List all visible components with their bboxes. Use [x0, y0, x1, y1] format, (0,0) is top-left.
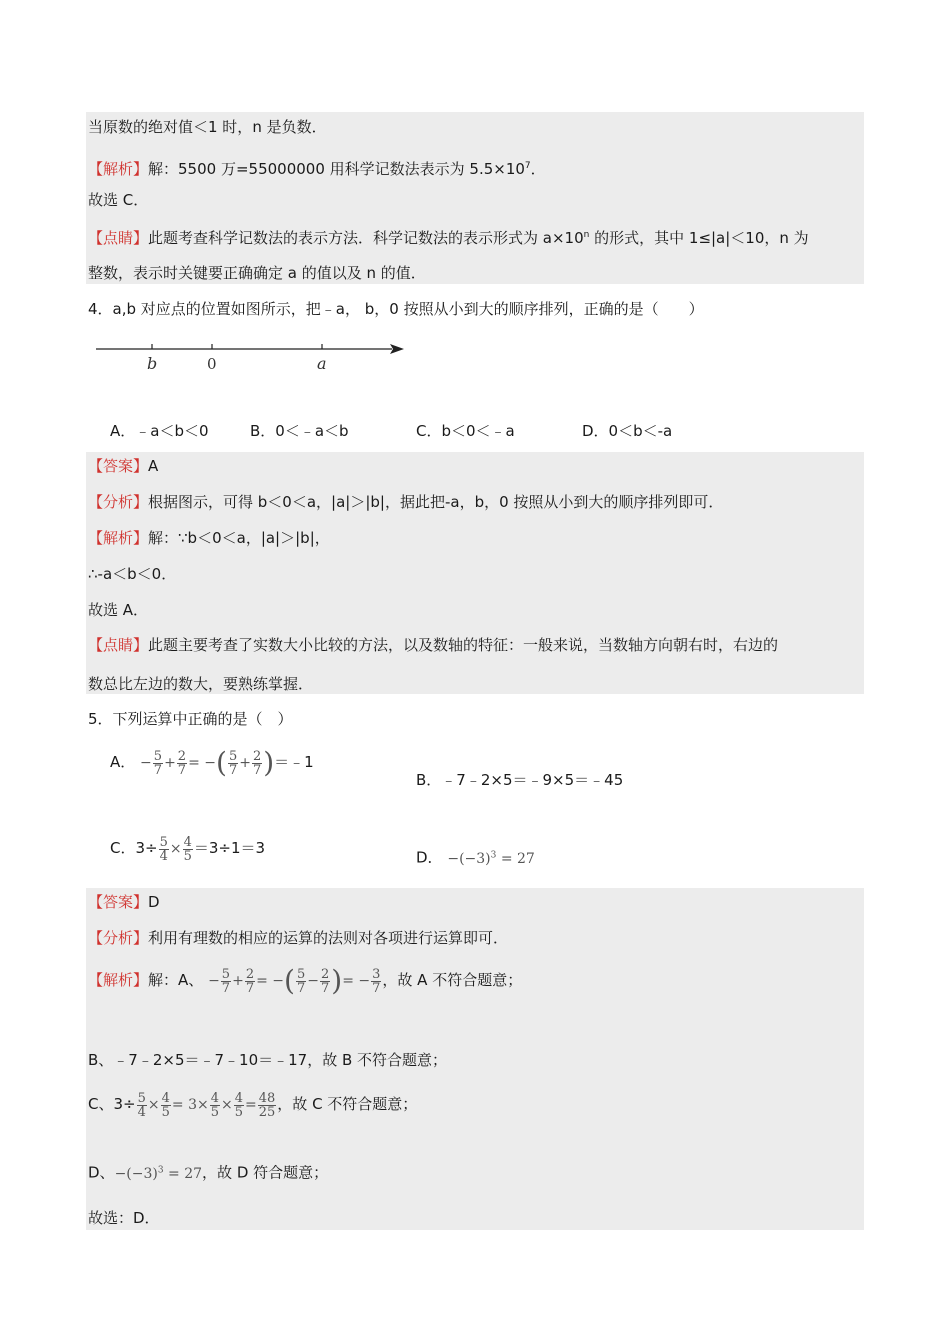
q4-option-a[interactable]: A．﹣a＜b＜0 — [110, 422, 209, 440]
q5-jiexi-c-formula: $\frac{5}{4}$ × $\frac{4}{5}$ = 3× $\frac{4}{5}$ × $\frac{4}{5}$ = $\frac{48}{25}$ — [137, 1090, 276, 1120]
q4-guxuan: 故选 A． — [88, 601, 149, 619]
jiexi-tag: 【解析】 — [88, 529, 149, 547]
label-a: a — [317, 354, 327, 373]
q5-stem: 5．下列运算中正确的是（ ） — [88, 710, 293, 728]
number-line-arrow — [390, 344, 404, 354]
q5-jiexi-c-prefix: C、3÷ — [88, 1095, 136, 1113]
answer-tag: 【答案】 — [88, 457, 149, 475]
q4-fenxi — [88, 491, 723, 513]
q4-jiexi — [88, 527, 330, 549]
q5-option-a-label: A． — [110, 753, 136, 771]
q5-fenxi — [88, 927, 508, 949]
q3-jiexi-exp: 7 — [524, 161, 531, 171]
q3-dianjing-line2: 整数，表示时关键要正确确定 a 的值以及 n 的值． — [88, 264, 426, 282]
dianjing-tag: 【点睛】 — [88, 229, 149, 247]
q4-option-d[interactable]: D．0＜b＜-a — [582, 422, 673, 440]
fenxi-tag: 【分析】 — [88, 493, 149, 511]
q5-option-d-label: D． — [416, 848, 443, 867]
q4-dianjing — [88, 634, 778, 656]
q5-jiexi-d-prefix: D、 — [88, 1163, 115, 1182]
q4-answer-value: A — [148, 457, 159, 475]
q5-option-c-label: C．3÷ — [110, 839, 158, 857]
q5-option-b[interactable]: B．﹣7﹣2×5＝﹣9×5＝﹣45 — [416, 771, 624, 789]
q5-jiexi-a-prefix: 解：A、 — [148, 971, 204, 989]
q4-dianjing1: 此题主要考查了实数大小比较的方法，以及数轴的特征：一般来说，当数轴方向朝右时，右边的 — [148, 636, 779, 654]
q5-option-a-formula: − $\frac{5}{7}$ + $\frac{2}{7}$ = −( $\frac{5}{7}$ + $\frac{2}{7}$ ) — [140, 746, 275, 779]
q3-jiexi-end: ． — [530, 160, 546, 178]
q4-dianjing2: 数总比左边的数大，要熟练掌握． — [88, 675, 314, 693]
q4-option-c[interactable]: C．b＜0＜﹣a — [416, 422, 515, 440]
q5-jiexi-d — [88, 1159, 328, 1185]
q3-jiexi — [88, 155, 546, 180]
q4-fenxi-text: 根据图示，可得 b＜0＜a，|a|＞|b|，据此把-a，b，0 按照从小到大的顺序排列即可． — [148, 493, 724, 511]
q5-jiexi-c-suffix: ，故 C 不符合题意； — [277, 1095, 418, 1113]
q4-jiexi1: 解：∵b＜0＜a，|a|＞|b|， — [148, 529, 330, 547]
answer-tag: 【答案】 — [88, 893, 149, 911]
q3-dianjing-a: 此题考查科学记数法的表示方法．科学记数法的表示形式为 a×10 — [148, 229, 584, 247]
label-b: b — [147, 354, 158, 373]
q5-option-a[interactable] — [110, 744, 314, 781]
q5-option-c-formula: $\frac{5}{4}$ × $\frac{4}{5}$ — [159, 834, 192, 864]
label-0: 0 — [207, 355, 217, 373]
q4-stem: 4．a,b 对应点的位置如图所示，把﹣a， b，0 按照从小到大的顺序排列，正确的是（ ） — [88, 300, 704, 318]
number-line-figure — [94, 336, 410, 376]
q3-line1: 当原数的绝对值＜1 时，n 是负数． — [88, 118, 327, 136]
q5-jiexi-c — [88, 1084, 417, 1125]
q5-option-c-tail: ＝3÷1＝3 — [193, 839, 266, 857]
q5-fenxi-text: 利用有理数的相应的运算的法则对各项进行运算即可． — [148, 929, 509, 947]
jiexi-tag: 【解析】 — [88, 160, 149, 178]
q4-solution-block — [86, 452, 864, 694]
q5-jiexi-a — [88, 960, 522, 1001]
q5-jiexi-d-formula: $-(-3)^3 = 27$ — [114, 1165, 203, 1182]
q5-guxuan: 故选：D． — [88, 1209, 160, 1227]
q5-answer-value: D — [148, 893, 160, 911]
q5-jiexi-a-formula: − $\frac{5}{7}$ + $\frac{2}{7}$ = −( $\frac{5}{7}$ − $\frac{2}{7}$ )= − $\frac{3}{7}$ — [208, 964, 381, 997]
q5-option-c[interactable] — [110, 830, 265, 867]
q5-option-d[interactable] — [416, 844, 535, 870]
q5-answer — [88, 891, 160, 913]
q5-option-a-tail: ＝﹣1 — [274, 753, 314, 771]
q3-guxuan: 故选 C． — [88, 191, 149, 209]
q5-jiexi-d-suffix: ，故 D 符合题意； — [202, 1163, 329, 1182]
q5-jiexi-b: B、﹣7﹣2×5＝﹣7﹣10＝﹣17，故 B 不符合题意； — [88, 1051, 448, 1069]
q3-dianjing-exp: n — [583, 230, 590, 240]
dianjing-tag: 【点睛】 — [88, 636, 149, 654]
fenxi-tag: 【分析】 — [88, 929, 149, 947]
q5-option-d-formula: $-(-3)^3 = 27$ — [447, 850, 535, 867]
q4-option-b[interactable]: B．0＜﹣a＜b — [250, 422, 349, 440]
q4-jiexi2: ∴-a＜b＜0． — [88, 565, 177, 583]
q4-answer — [88, 455, 158, 477]
q3-jiexi-text: 解：5500 万=55000000 用科学记数法表示为 5.5×10 — [148, 160, 525, 178]
q3-dianjing — [88, 224, 809, 249]
q3-dianjing-b: 的形式，其中 1≤|a|＜10，n 为 — [589, 229, 809, 247]
jiexi-tag: 【解析】 — [88, 971, 149, 989]
q5-jiexi-a-suffix: ，故 A 不符合题意； — [382, 971, 523, 989]
